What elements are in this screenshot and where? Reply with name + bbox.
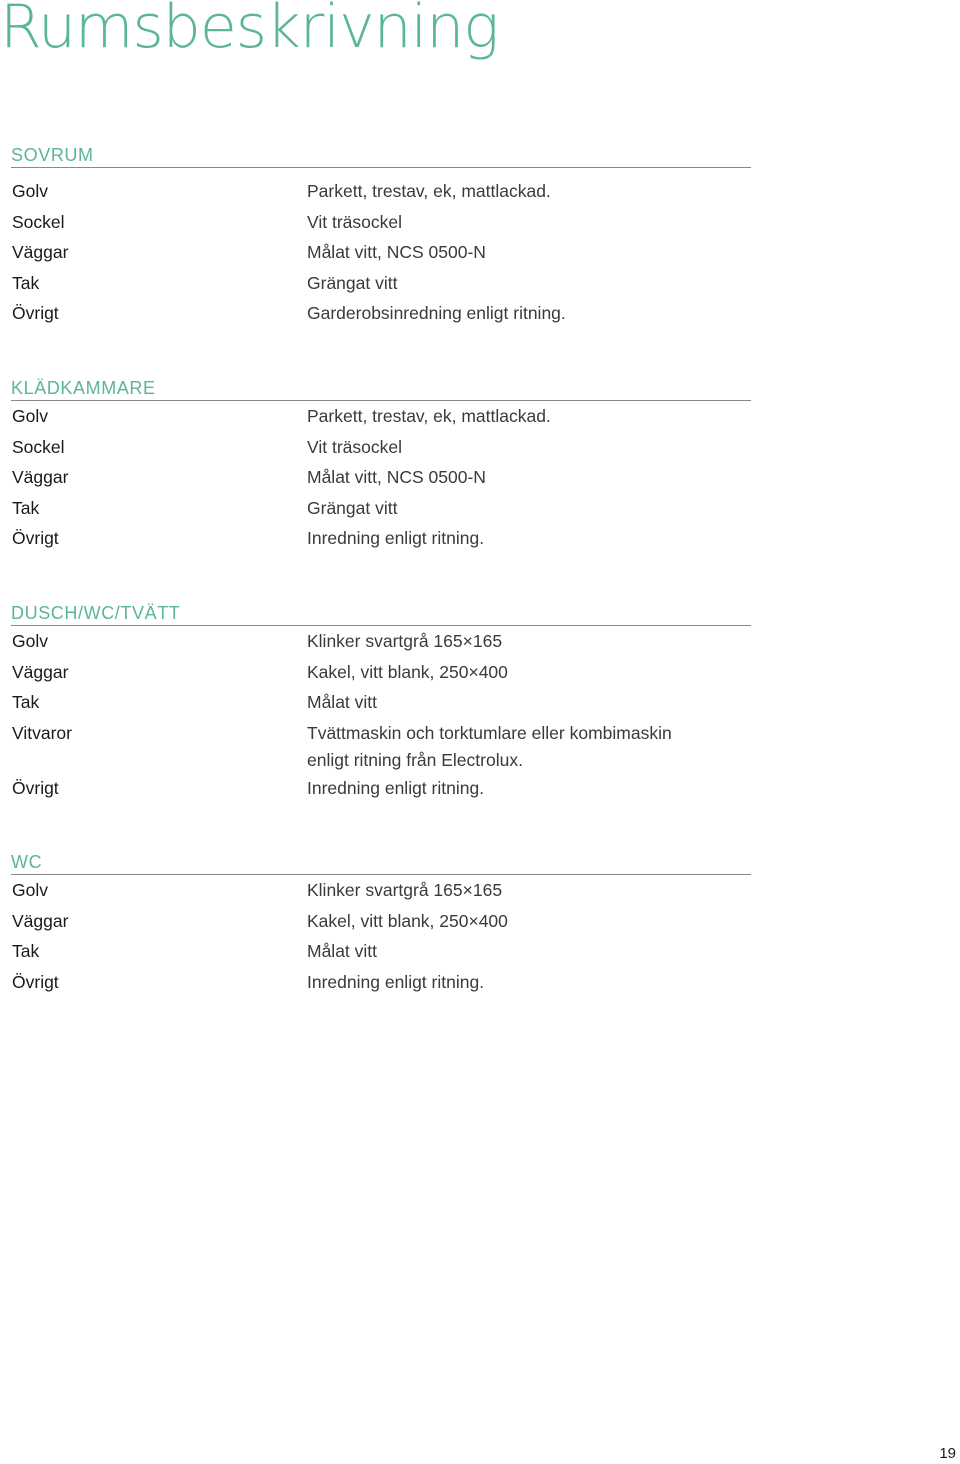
spec-row-ovrigt	[12, 967, 751, 998]
spec-label: Tak	[12, 692, 40, 712]
spec-value	[307, 687, 751, 718]
spec-value	[307, 773, 751, 804]
spec-list	[12, 176, 751, 329]
spec-row-tak	[12, 936, 751, 967]
spec-value	[307, 875, 751, 906]
spec-value-line: Tvättmaskin och torktumlare eller kombimaskin	[307, 722, 672, 743]
spec-label: Sockel	[12, 211, 65, 232]
spec-label: Golv	[12, 406, 48, 426]
spec-row-vaggar	[12, 657, 751, 688]
spec-row-golv	[12, 176, 751, 207]
spec-value	[307, 268, 751, 299]
section-heading: SOVRUM	[11, 142, 751, 168]
spec-value	[307, 176, 751, 207]
spec-value	[307, 657, 751, 688]
section-sovrum	[12, 142, 751, 329]
spec-value-line: Målat vitt, NCS 0500-N	[307, 467, 486, 487]
spec-value	[307, 432, 751, 463]
spec-row-vitvaror	[12, 718, 751, 773]
spec-value-line: Vit träsockel	[307, 436, 402, 457]
spec-label: Övrigt	[12, 528, 59, 548]
spec-value-line: Inredning enligt ritning.	[307, 971, 485, 992]
section-wc	[12, 849, 751, 997]
spec-value-line: Inredning enligt ritning.	[307, 528, 485, 548]
spec-label: Tak	[12, 941, 40, 961]
spec-value-line: Klinker svartgrå 165×165	[307, 631, 503, 651]
spec-label: Golv	[12, 181, 48, 201]
spec-value	[307, 493, 751, 524]
spec-value-line: Målat vitt, NCS 0500-N	[307, 242, 486, 262]
spec-value	[307, 298, 751, 329]
section-heading: KLÄDKAMMARE	[11, 375, 751, 401]
spec-value-line: Parkett, trestav, ek, mattlackad.	[307, 406, 551, 426]
spec-value-line: Kakel, vitt blank, 250×400	[307, 661, 508, 682]
spec-list	[12, 401, 751, 554]
spec-label: Tak	[12, 272, 40, 293]
spec-list	[12, 626, 751, 803]
spec-row-vaggar	[12, 237, 751, 268]
spec-label: Sockel	[12, 436, 65, 457]
page-number: 19	[939, 1445, 956, 1462]
spec-value	[307, 462, 751, 493]
spec-label: Övrigt	[12, 303, 59, 323]
spec-label: Väggar	[12, 910, 69, 931]
spec-value	[307, 237, 751, 268]
spec-label: Väggar	[12, 467, 69, 487]
spec-label: Vitvaror	[12, 722, 72, 743]
spec-list	[12, 875, 751, 997]
spec-value-line: Inredning enligt ritning.	[307, 777, 485, 798]
spec-value	[307, 523, 751, 554]
spec-label: Tak	[12, 497, 40, 518]
spec-row-vaggar	[12, 906, 751, 937]
spec-value-line: Garderobsinredning enligt ritning.	[307, 303, 566, 323]
spec-row-ovrigt	[12, 298, 751, 329]
section-kladkammare	[12, 375, 751, 554]
spec-value-line: Grängat vitt	[307, 272, 398, 293]
spec-value-line: Grängat vitt	[307, 497, 398, 518]
spec-label: Väggar	[12, 661, 69, 682]
section-heading: DUSCH/WC/TVÄTT	[11, 600, 751, 626]
spec-value-line: Kakel, vitt blank, 250×400	[307, 910, 508, 931]
spec-value	[307, 936, 751, 967]
spec-label: Övrigt	[12, 971, 59, 992]
spec-value	[307, 207, 751, 238]
spec-row-golv	[12, 626, 751, 657]
spec-value	[307, 401, 751, 432]
spec-row-tak	[12, 493, 751, 524]
section-dusch-wc-tvatt	[12, 600, 751, 803]
spec-row-golv	[12, 875, 751, 906]
spec-value-line: Målat vitt	[307, 941, 378, 961]
spec-value-line: Målat vitt	[307, 692, 378, 712]
spec-label: Övrigt	[12, 777, 59, 798]
spec-row-ovrigt	[12, 523, 751, 554]
spec-value-line: Parkett, trestav, ek, mattlackad.	[307, 181, 551, 201]
spec-label: Golv	[12, 631, 48, 651]
spec-value	[307, 906, 751, 937]
spec-row-tak	[12, 687, 751, 718]
spec-row-ovrigt	[12, 773, 751, 804]
spec-label: Golv	[12, 880, 48, 900]
spec-row-vaggar	[12, 462, 751, 493]
spec-value-line: Vit träsockel	[307, 211, 402, 232]
spec-label: Väggar	[12, 242, 69, 262]
section-heading: WC	[11, 849, 751, 875]
spec-row-tak	[12, 268, 751, 299]
spec-row-sockel	[12, 207, 751, 238]
spec-row-golv	[12, 401, 751, 432]
spec-value-line: Klinker svartgrå 165×165	[307, 880, 503, 900]
spec-value	[307, 967, 751, 998]
page-title: Rumsbeskrivning	[0, 0, 499, 62]
spec-value	[307, 626, 751, 657]
spec-row-sockel	[12, 432, 751, 463]
spec-value-line: enligt ritning från Electrolux.	[307, 750, 523, 770]
spec-value	[307, 718, 751, 773]
